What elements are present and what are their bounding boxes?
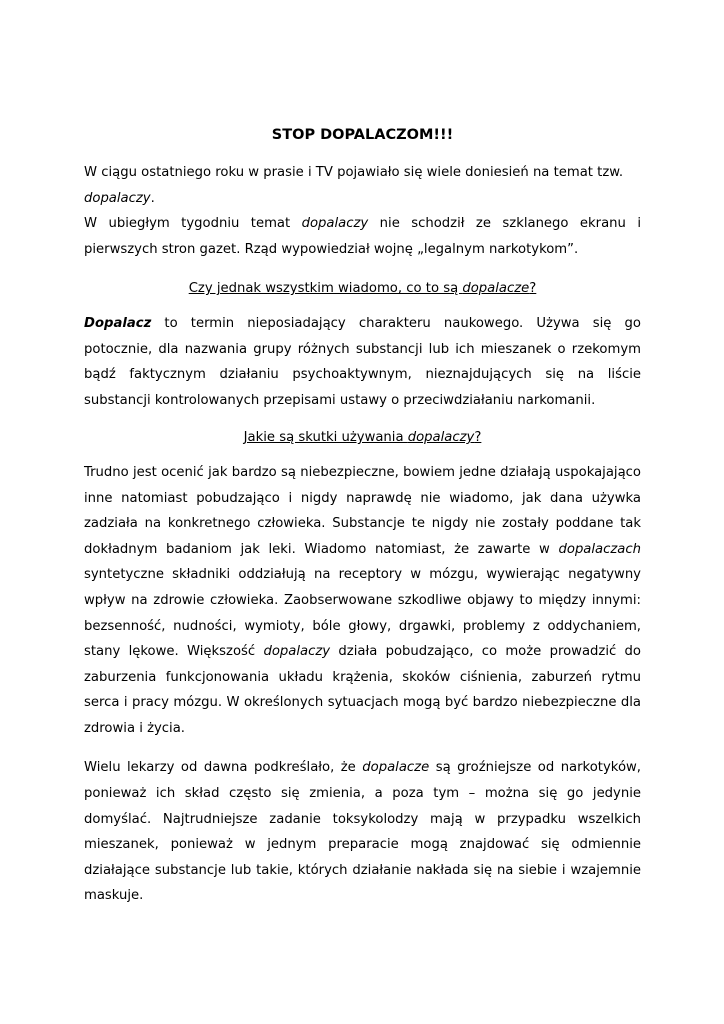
- effects-text-2: syntetyczne składniki oddziałują na receptory w mózgu, wywierając negatywny wpływ na zdrowie człowieka. Zaobserwowane szkodliwe objawy to między innymi: bezsenność, nudności, wymioty, bóle głowy, drgawki, problemy z oddychaniem, stany lękowe. Większość: [84, 567, 641, 660]
- effects-term-2: dopalaczy: [263, 644, 331, 660]
- definition-text: to termin nieposiadający charakteru naukowego. Używa się go potocznie, dla nazwania grupy różnych substancji lub ich mieszanek o rzekomym bądź faktycznym działaniu psychoaktywnym, nieznajdujących się na liście substancji kontrolowanych przepisami ustawy o przeciwdziałaniu narkomanii.: [84, 315, 641, 408]
- intro-punct: .: [150, 190, 155, 206]
- intro2-text-a: W ubiegłym tygodniu temat: [84, 216, 302, 232]
- effects-text-1: Trudno jest ocenić jak bardzo są niebezpieczne, bowiem jedne działają uspokajająco inne natomiast pobudzająco i nigdy naprawdę nie wiadomo, jak dana używka zadziała na konkretnego człowieka. Substancje te nigdy nie zostały poddane tak dokładnym badaniom jak leki. Wiadomo natomiast, że zawarte w: [84, 464, 641, 557]
- question2-text: Jakie są skutki używania: [243, 430, 408, 446]
- question2-end: ?: [474, 430, 482, 446]
- doctors-paragraph: [84, 755, 641, 909]
- doctors-term: dopalacze: [362, 760, 430, 776]
- section-heading-effects: [84, 425, 641, 451]
- doctors-text-2: są groźniejsze od narkotyków, ponieważ ich skład często się zmienia, a poza tym – można się go jedynie domyślać. Najtrudniejsze zadanie toksykolodzy mają w przypadku wszelkich mieszanek, ponieważ w jednym preparacie mogą znajdować się odmiennie działające substancje lub takie, których działanie nakłada się na siebie i wzajemnie maskuje.: [84, 760, 641, 904]
- effects-term-1: dopalaczach: [558, 541, 641, 557]
- intro2-term: dopalaczy: [301, 216, 369, 232]
- intro-paragraph-2: [84, 211, 641, 262]
- question1-term: dopalacze: [462, 281, 530, 297]
- section-heading-definition: [84, 276, 641, 302]
- question1-text: Czy jednak wszystkim wiadomo, co to są: [188, 281, 463, 297]
- definition-term: Dopalacz: [84, 315, 152, 331]
- question1-end: ?: [529, 281, 537, 297]
- intro-paragraph-1: [84, 160, 641, 211]
- effects-paragraph: [84, 460, 641, 742]
- doctors-text-1: Wielu lekarzy od dawna podkreślało, że: [84, 760, 363, 776]
- question2-term: dopalaczy: [407, 430, 475, 446]
- effects-text-3: działa pobudzająco, co może prowadzić do zaburzenia funkcjonowania układu krążenia, skoków ciśnienia, zaburzeń rytmu serca i pracy mózgu. W określonych sytuacjach mogą być bardzo niebezpieczne dla zdrowia i życia.: [84, 644, 641, 736]
- page-title: STOP DOPALACZOM!!!: [271, 127, 454, 143]
- document-page: [84, 124, 641, 909]
- intro-term: dopalaczy: [84, 190, 151, 206]
- intro-text: W ciągu ostatniego roku w prasie i TV pojawiało się wiele doniesień na temat tzw.: [84, 165, 624, 180]
- intro2-text-b: nie schodził ze szklanego ekranu i pierwszych stron gazet. Rząd wypowiedział wojnę „legalnym narkotykom”.: [84, 216, 641, 257]
- definition-paragraph: [84, 311, 641, 413]
